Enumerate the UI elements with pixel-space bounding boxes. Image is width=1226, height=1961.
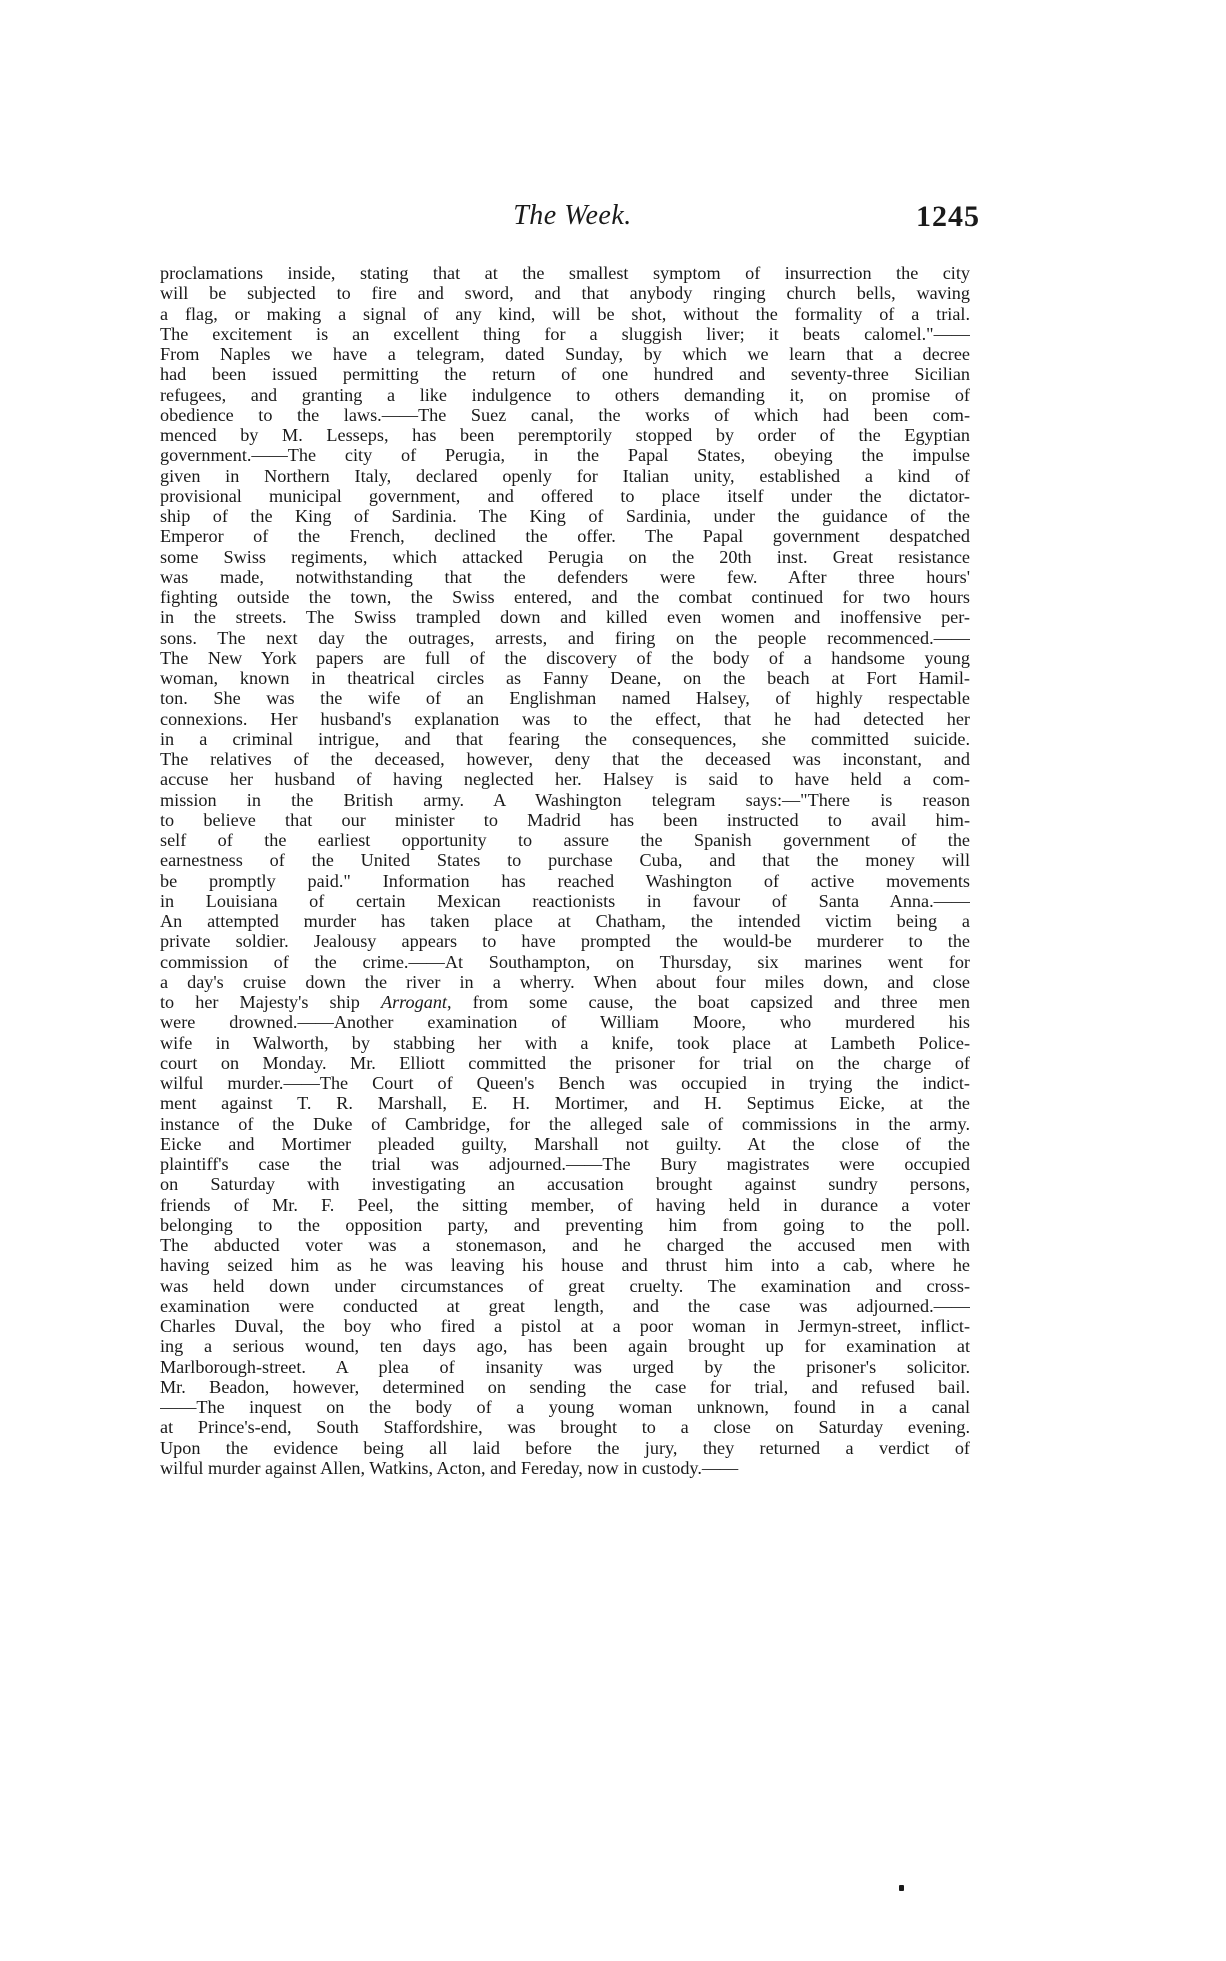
text-line: be promptly paid." Information has reached Washington of active movements <box>160 870 970 891</box>
page-number: 1245 <box>916 200 980 233</box>
text-line: accuse her husband of having neglected her. Halsey is said to have held a com- <box>160 769 970 790</box>
text-line: Charles Duval, the boy who fired a pistol at a poor woman in Jermyn-street, inflict- <box>160 1316 970 1336</box>
text-line: friends of Mr. F. Peel, the sitting member, of having held in durance a voter <box>160 1194 970 1215</box>
text-line: fighting outside the town, the Swiss entered, and the combat continued for two hours <box>160 587 970 607</box>
running-title: The Week. <box>513 200 632 231</box>
text-line: in Louisiana of certain Mexican reactionists in favour of Santa Anna.—— <box>160 890 970 911</box>
body-text <box>160 263 970 1478</box>
text-line: wife in Walworth, by stabbing her with a knife, took place at Lambeth Police- <box>160 1032 970 1053</box>
text-line: menced by M. Lesseps, has been peremptorily stopped by order of the Egyptian <box>160 425 970 445</box>
text-line: Emperor of the French, declined the offer. The Papal government despatched <box>160 526 970 547</box>
text-line: examination were conducted at great length, and the case was adjourned.—— <box>160 1295 970 1316</box>
ship-name: Arrogant <box>380 992 447 1012</box>
text-line: self of the earliest opportunity to assure the Spanish government of the <box>160 830 970 850</box>
text-line: earnestness of the United States to purchase Cuba, and that the money will <box>160 850 970 871</box>
text-line: government.——The city of Perugia, in the Papal States, obeying the impulse <box>160 445 970 466</box>
text-line: in the streets. The Swiss trampled down and killed even women and inoffensive per- <box>160 607 970 628</box>
text-line: The excitement is an excellent thing for a sluggish liver; it beats calomel."—— <box>160 323 970 344</box>
text-line: From Naples we have a telegram, dated Sunday, by which we learn that a decree <box>160 344 970 364</box>
text-line: wilful murder against Allen, Watkins, Acton, and Fereday, now in custody.—— <box>160 1457 739 1478</box>
text-line: provisional municipal government, and offered to place itself under the dictator- <box>160 485 970 506</box>
text-line: sons. The next day the outrages, arrests, and firing on the people recommenced.—— <box>160 627 970 648</box>
text-line: having seized him as he was leaving his house and thrust him into a cab, where he <box>160 1255 970 1276</box>
text-line: belonging to the opposition party, and preventing him from going to the poll. <box>160 1214 970 1235</box>
text-line: ——The inquest on the body of a young woman unknown, found in a canal <box>160 1397 970 1417</box>
text-line: An attempted murder has taken place at Chatham, the intended victim being a <box>160 911 970 931</box>
text-line: will be subjected to fire and sword, and that anybody ringing church bells, waving <box>160 283 970 304</box>
text-line: obedience to the laws.——The Suez canal, the works of which had been com- <box>160 404 970 425</box>
text-line: mission in the British army. A Washington telegram says:—"There is reason <box>160 789 970 810</box>
text-line: The abducted voter was a stonemason, and he charged the accused men with <box>160 1235 970 1255</box>
text-line: commission of the crime.——At Southampton, on Thursday, six marines went for <box>160 951 970 972</box>
text-line: a day's cruise down the river in a wherry. When about four miles down, and close <box>160 971 970 992</box>
text-line: The relatives of the deceased, however, deny that the deceased was inconstant, and <box>160 749 970 769</box>
text-line: some Swiss regiments, which attacked Perugia on the 20th inst. Great resistance <box>160 546 970 567</box>
text-line: was held down under circumstances of great cruelty. The examination and cross- <box>160 1275 970 1296</box>
text-line: at Prince's-end, South Staffordshire, was brought to a close on Saturday evening. <box>160 1417 970 1438</box>
ink-speck <box>899 1885 904 1891</box>
text-line: to her Majesty's ship Arrogant, from some cause, the boat capsized and three men <box>160 992 970 1012</box>
text-line: Mr. Beadon, however, determined on sending the case for trial, and refused bail. <box>160 1376 970 1397</box>
text-line: court on Monday. Mr. Elliott committed the prisoner for trial on the charge of <box>160 1052 970 1073</box>
text-line: wilful murder.——The Court of Queen's Bench was occupied in trying the indict- <box>160 1073 970 1093</box>
text-line: instance of the Duke of Cambridge, for the alleged sale of commissions in the army. <box>160 1113 970 1134</box>
text-line: woman, known in theatrical circles as Fanny Deane, on the beach at Fort Hamil- <box>160 668 970 688</box>
text-line: in a criminal intrigue, and that fearing the consequences, she committed suicide. <box>160 728 970 749</box>
text-line: proclamations inside, stating that at the smallest symptom of insurrection the city <box>160 263 970 283</box>
text-line: had been issued permitting the return of one hundred and seventy-three Sicilian <box>160 364 970 385</box>
text-line: a flag, or making a signal of any kind, will be shot, without the formality of a trial. <box>160 303 970 324</box>
text-line: given in Northern Italy, declared openly for Italian unity, established a kind of <box>160 465 970 486</box>
text-line: The New York papers are full of the discovery of the body of a handsome young <box>160 647 970 668</box>
text-line: Upon the evidence being all laid before the jury, they returned a verdict of <box>160 1437 970 1458</box>
text-line: ton. She was the wife of an Englishman named Halsey, of highly respectable <box>160 688 970 709</box>
text-line: to believe that our minister to Madrid has been instructed to avail him- <box>160 809 970 830</box>
text-line: Marlborough-street. A plea of insanity was urged by the prisoner's solicitor. <box>160 1356 970 1377</box>
text-line: private soldier. Jealousy appears to have prompted the would-be murderer to the <box>160 931 970 952</box>
text-line: connexions. Her husband's explanation was to the effect, that he had detected her <box>160 708 970 729</box>
text-line: was made, notwithstanding that the defenders were few. After three hours' <box>160 566 970 587</box>
text-line: Eicke and Mortimer pleaded guilty, Marshall not guilty. At the close of the <box>160 1133 970 1154</box>
text-line: ing a serious wound, ten days ago, has been again brought up for examination at <box>160 1336 970 1357</box>
text-line: plaintiff's case the trial was adjourned.——The Bury magistrates were occupied <box>160 1154 970 1174</box>
text-line: were drowned.——Another examination of William Moore, who murdered his <box>160 1012 970 1033</box>
text-line: on Saturday with investigating an accusation brought against sundry persons, <box>160 1174 970 1195</box>
running-head <box>165 200 980 240</box>
text-line: refugees, and granting a like indulgence to others demanding it, on promise of <box>160 384 970 405</box>
text-line: ship of the King of Sardinia. The King of Sardinia, under the guidance of the <box>160 506 970 526</box>
text-line: ment against T. R. Marshall, E. H. Mortimer, and H. Septimus Eicke, at the <box>160 1093 970 1114</box>
